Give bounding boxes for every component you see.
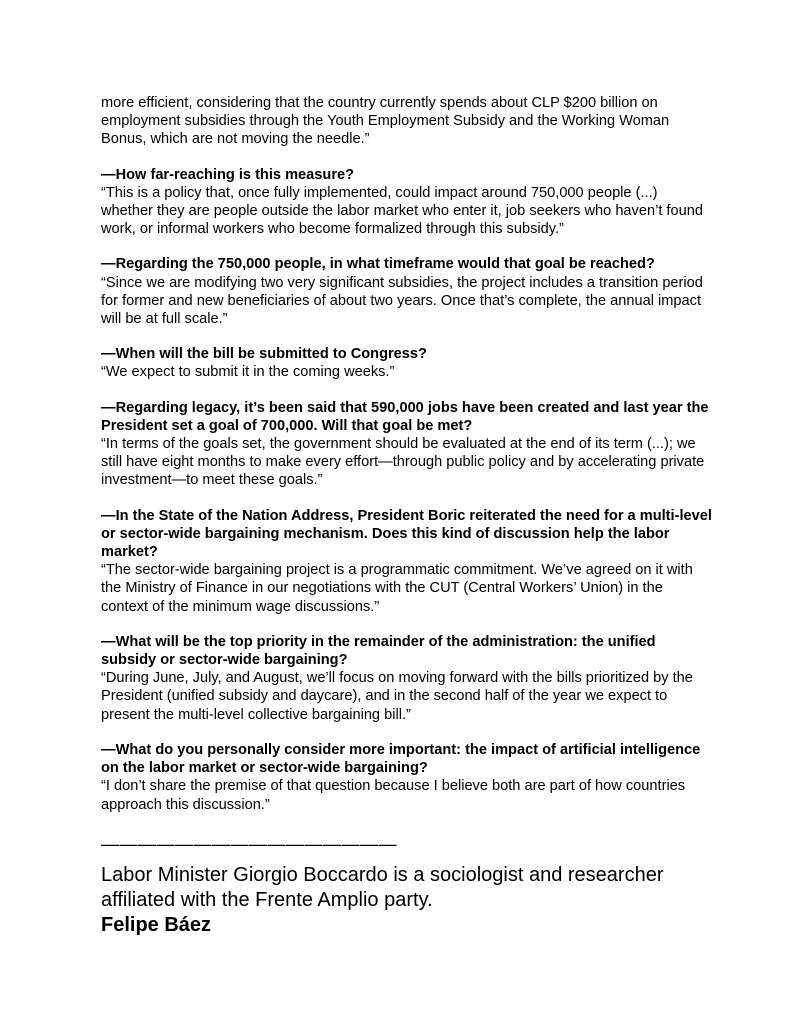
author-bio: Labor Minister Giorgio Boccardo is a sociologist and researcher affiliated with the Frente Amplio party.	[101, 863, 664, 911]
qa-block-2	[101, 255, 713, 328]
answer-2: “Since we are modifying two very significant subsidies, the project includes a transition period for former and new beneficiaries of about two years. Once that’s complete, the annual impact will be at full scale.”	[101, 274, 703, 328]
answer-5: “The sector-wide bargaining project is a programmatic commitment. We’ve agreed on it with the Ministry of Finance in our negotiations with the CUT (Central Workers’ Union) in the context of the minimum wage discussions.”	[101, 562, 693, 615]
answer-3: “We expect to submit it in the coming weeks.”	[101, 364, 395, 381]
qa-block-7	[101, 741, 713, 814]
qa-block-5	[101, 507, 713, 616]
question-5: —In the State of the Nation Address, President Boric reiterated the need for a multi-level or sector-wide bargaining mechanism. Does this kind of discussion help the labor market?	[101, 507, 712, 561]
section-divider: ————————————————	[101, 833, 397, 854]
question-4: —Regarding legacy, it’s been said that 590,000 jobs have been created and last year the President set a goal of 700,000. Will that goal be met?	[101, 399, 709, 434]
qa-block-1	[101, 166, 713, 239]
question-2: —Regarding the 750,000 people, in what timeframe would that goal be reached?	[101, 256, 655, 273]
qa-block-6	[101, 633, 713, 724]
author-name: Felipe Báez	[101, 913, 212, 936]
question-7: —What do you personally consider more important: the impact of artificial intelligence on the labor market or sector-wide bargaining?	[101, 741, 701, 777]
question-1: —How far-reaching is this measure?	[101, 166, 355, 183]
qa-block-3	[101, 345, 713, 381]
article-page	[101, 94, 713, 938]
question-3: —When will the bill be submitted to Congress?	[101, 346, 427, 363]
answer-7: “I don’t share the premise of that question because I believe both are part of how countries approach this discussion.”	[101, 778, 686, 813]
qa-block-4	[101, 399, 713, 490]
answer-6: “During June, July, and August, we’ll focus on moving forward with the bills prioritized by the President (unified subsidy and daycare), and in the second half of the year we expect to present the multi-level collective bargaining bill.”	[101, 670, 693, 723]
answer-1: “This is a policy that, once fully implemented, could impact around 750,000 people (...) whether they are people outside the labor market who enter it, job seekers who haven’t found work, or informal workers who become formalized through this subsidy.”	[101, 184, 703, 238]
question-6: —What will be the top priority in the remainder of the administration: the unified subsidy or sector-wide bargaining?	[101, 633, 656, 669]
answer-4: “In terms of the goals set, the government should be evaluated at the end of its term (...); we still have eight months to make every effort—through public policy and by accelerating private investment—to meet these goals.”	[101, 436, 705, 489]
intro-paragraph: more efficient, considering that the country currently spends about CLP $200 billion on employment subsidies through the Youth Employment Subsidy and the Working Woman Bonus, which are not moving the needle.”	[101, 95, 670, 148]
